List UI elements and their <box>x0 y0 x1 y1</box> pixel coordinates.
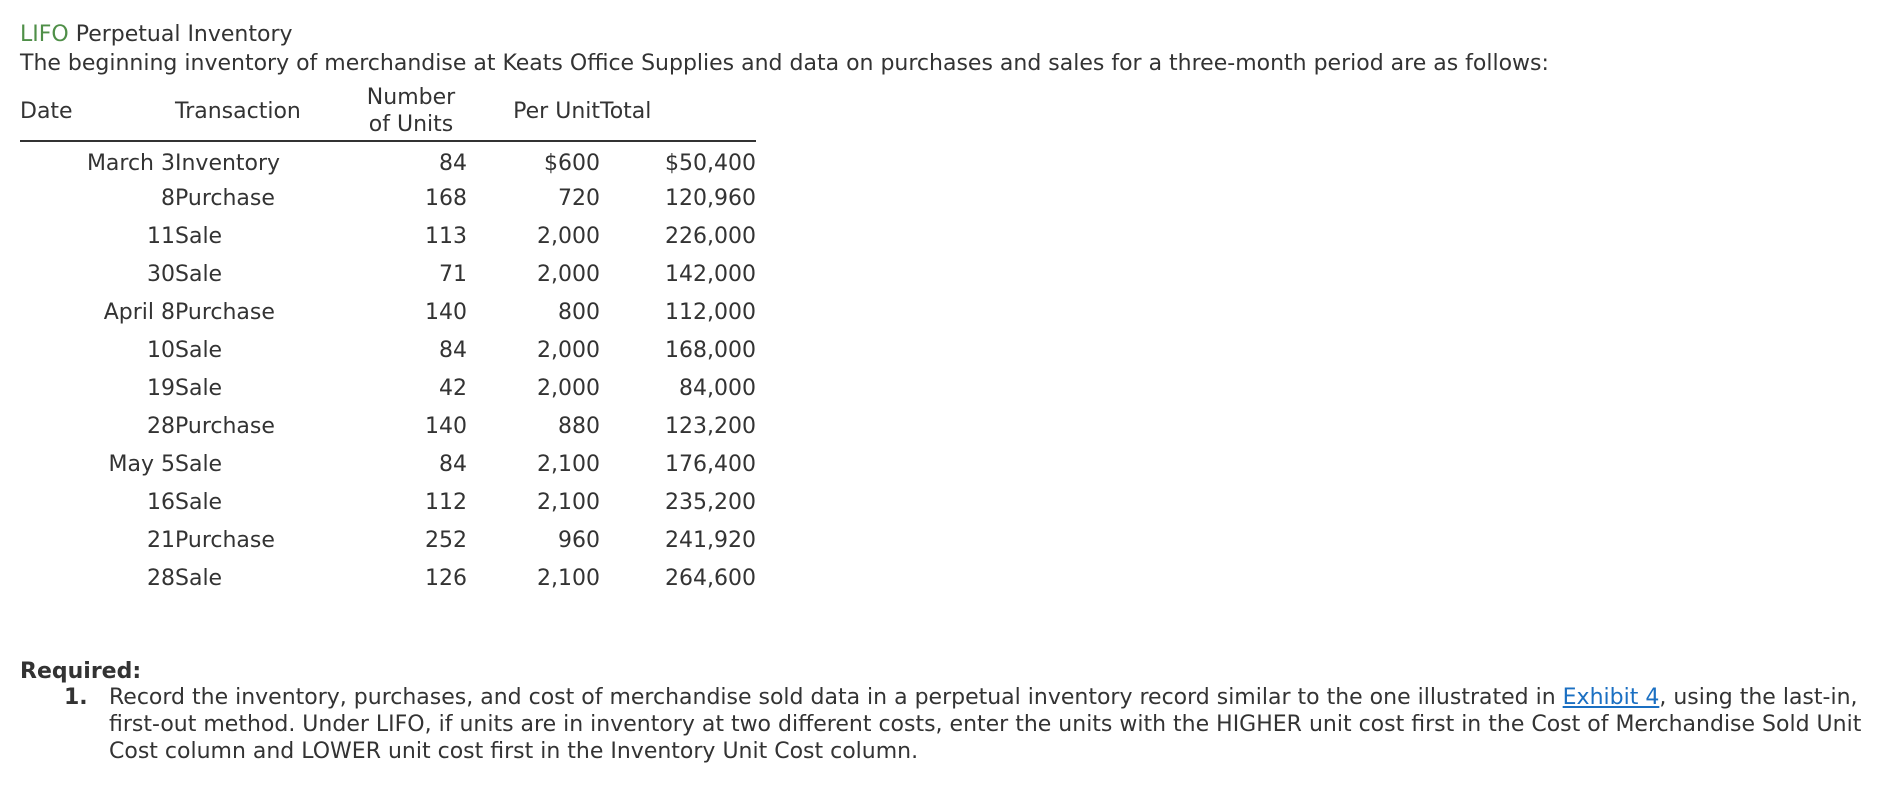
cell-units: 42 <box>439 375 467 401</box>
cell-total: 123,200 <box>665 413 756 439</box>
cell-total: 176,400 <box>665 451 756 477</box>
required-item <box>64 684 1894 765</box>
cell-units: 112 <box>425 489 467 515</box>
col-header-per-unit: Per Unit <box>467 82 600 141</box>
cell-per-unit: 2,000 <box>537 261 600 287</box>
table-row <box>20 445 756 483</box>
cell-date: 11 <box>147 223 175 249</box>
cell-date: 28 <box>147 565 175 591</box>
cell-per-unit: 2,000 <box>537 223 600 249</box>
cell-units: 168 <box>425 185 467 211</box>
col-header-date: Date <box>20 82 175 141</box>
cell-date: 8 <box>161 185 175 211</box>
cell-total: 226,000 <box>665 223 756 249</box>
cell-units: 113 <box>425 223 467 249</box>
cell-total: 112,000 <box>665 299 756 325</box>
problem-title <box>20 20 293 50</box>
cell-units: 84 <box>439 451 467 477</box>
cell-total: 120,960 <box>665 185 756 211</box>
table-header-row <box>20 82 756 141</box>
cell-date: 28 <box>147 413 175 439</box>
table-row <box>20 141 756 179</box>
cell-transaction: Sale <box>175 375 223 401</box>
table-row <box>20 293 756 331</box>
table-row <box>20 369 756 407</box>
cell-transaction: Sale <box>175 565 223 591</box>
cell-total: 235,200 <box>665 489 756 515</box>
cell-per-unit: 2,100 <box>537 451 600 477</box>
cell-transaction: Inventory <box>175 151 281 176</box>
table-row <box>20 407 756 445</box>
cell-transaction: Sale <box>175 337 223 363</box>
method-tag: LIFO <box>20 22 69 47</box>
cell-transaction: Purchase <box>175 527 275 553</box>
cell-units: 252 <box>425 527 467 553</box>
cell-date: 16 <box>147 489 175 515</box>
cell-per-unit: 2,100 <box>537 565 600 591</box>
required-text-after-link: , using the last-in, first-out method. Under LIFO, if units are in inventory at two different costs, enter the units with the HIGHER unit cost first in the Cost of Merchandise Sold Unit Cost column and LOWER unit cost first in the Inventory Unit Cost column. <box>109 685 1862 764</box>
table-row <box>20 521 756 559</box>
cell-transaction: Purchase <box>175 413 275 439</box>
cell-per-unit: 800 <box>558 299 600 325</box>
cell-transaction: Purchase <box>175 185 275 211</box>
cell-total: 142,000 <box>665 261 756 287</box>
title-text: Perpetual Inventory <box>75 22 293 47</box>
cell-date: 30 <box>147 261 175 287</box>
cell-units: 140 <box>425 413 467 439</box>
cell-per-unit: 2,100 <box>537 489 600 515</box>
table-row <box>20 331 756 369</box>
cell-transaction: Sale <box>175 261 223 287</box>
col-header-units <box>355 82 467 141</box>
cell-date: 21 <box>147 527 175 553</box>
col-header-transaction: Transaction <box>175 82 355 141</box>
cell-total: 84,000 <box>679 375 756 401</box>
cell-total: 168,000 <box>665 337 756 363</box>
inventory-table <box>20 82 756 597</box>
cell-total: 241,920 <box>665 527 756 553</box>
cell-date: April 8 <box>103 299 175 325</box>
cell-date: 19 <box>147 375 175 401</box>
table-row <box>20 483 756 521</box>
exhibit-4-link[interactable]: Exhibit 4 <box>1562 685 1660 710</box>
col-header-total: Total <box>600 82 756 141</box>
required-item-text <box>109 684 1894 765</box>
cell-transaction: Sale <box>175 451 223 477</box>
cell-per-unit: $600 <box>544 151 600 176</box>
cell-per-unit: 2,000 <box>537 337 600 363</box>
intro-paragraph: The beginning inventory of merchandise at Keats Office Supplies and data on purchases and sales for a three-month period are as follows: <box>20 51 1549 76</box>
table-row <box>20 255 756 293</box>
cell-per-unit: 2,000 <box>537 375 600 401</box>
table-row <box>20 559 756 597</box>
col-header-units-line2: of Units <box>368 112 454 137</box>
cell-date: May 5 <box>108 451 175 477</box>
required-item-number: 1. <box>64 685 88 710</box>
cell-units: 71 <box>439 261 467 287</box>
cell-date: 10 <box>147 337 175 363</box>
cell-per-unit: 880 <box>558 413 600 439</box>
cell-units: 84 <box>439 151 467 176</box>
cell-per-unit: 960 <box>558 527 600 553</box>
required-label: Required: <box>20 659 142 684</box>
cell-per-unit: 720 <box>558 185 600 211</box>
cell-date: March 3 <box>86 151 175 176</box>
cell-transaction: Sale <box>175 489 223 515</box>
cell-total: $50,400 <box>665 151 756 176</box>
required-text-before-link: Record the inventory, purchases, and cost of merchandise sold data in a perpetual inventory record similar to the one illustrated in <box>109 685 1563 710</box>
table-row <box>20 217 756 255</box>
cell-units: 126 <box>425 565 467 591</box>
cell-transaction: Purchase <box>175 299 275 325</box>
col-header-units-line1: Number <box>366 85 456 110</box>
table-row <box>20 179 756 217</box>
cell-total: 264,600 <box>665 565 756 591</box>
cell-units: 84 <box>439 337 467 363</box>
table-body <box>20 141 756 597</box>
cell-units: 140 <box>425 299 467 325</box>
cell-transaction: Sale <box>175 223 223 249</box>
